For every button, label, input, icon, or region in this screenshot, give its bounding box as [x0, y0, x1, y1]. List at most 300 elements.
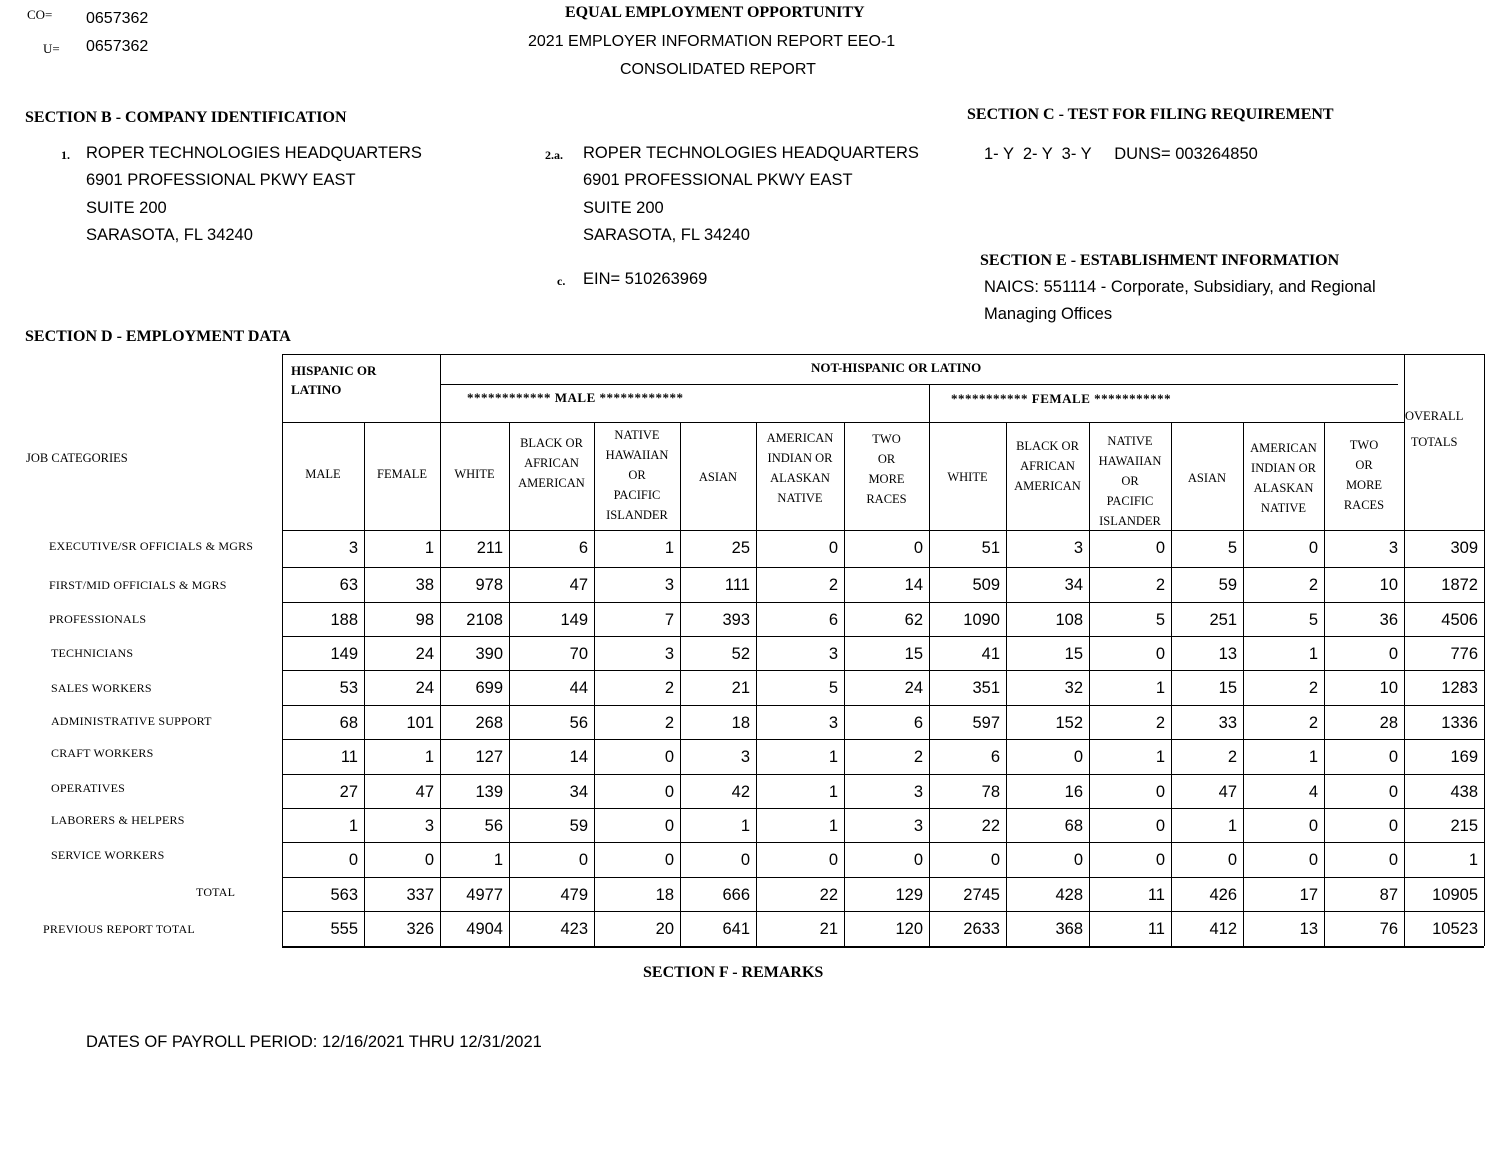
- table-cell: 2: [1155, 576, 1165, 594]
- table-cell: 3: [424, 817, 434, 835]
- table-cell: 1: [1155, 748, 1165, 766]
- table-cell: 44: [569, 679, 588, 697]
- table-cell: 53: [339, 679, 358, 697]
- column-header-line: ALASKAN: [770, 471, 830, 485]
- table-cell: 2: [1308, 576, 1318, 594]
- table-cell: 0: [1073, 851, 1083, 869]
- table-cell: 6: [828, 611, 838, 629]
- table-cell: 27: [339, 783, 358, 801]
- item-1-label: 1.: [61, 148, 70, 162]
- table-cell: 3: [1073, 539, 1083, 557]
- table-cell: 509: [972, 576, 1000, 594]
- table-cell: 2: [664, 714, 674, 732]
- job-categories-label: JOB CATEGORIES: [26, 451, 128, 465]
- table-cell: 169: [1450, 748, 1478, 766]
- table-cell: 0: [740, 851, 750, 869]
- table-cell: 36: [1379, 611, 1398, 629]
- table-cell: 5: [1308, 611, 1318, 629]
- table-cell: 0: [664, 817, 674, 835]
- u-label: U=: [43, 41, 60, 56]
- table-cell: 47: [569, 576, 588, 594]
- table-cell: 0: [913, 539, 923, 557]
- column-header: [1243, 438, 1324, 518]
- table-cell: 38: [415, 576, 434, 594]
- table-cell: 438: [1450, 783, 1478, 801]
- job-category-label: FIRST/MID OFFICIALS & MGRS: [49, 578, 227, 592]
- table-cell: 5: [1155, 611, 1165, 629]
- table-cell: 0: [348, 851, 358, 869]
- table-cell: 0: [990, 851, 1000, 869]
- table-cell: 24: [415, 679, 434, 697]
- column-header-line: RACES: [1343, 498, 1385, 512]
- row-border: [282, 877, 1484, 878]
- table-cell: 0: [1227, 851, 1237, 869]
- row-border: [282, 739, 1484, 740]
- table-cell: 34: [1064, 576, 1083, 594]
- table-cell: 4: [1308, 783, 1318, 801]
- table-cell: 4506: [1441, 611, 1478, 629]
- table-cell: 10905: [1432, 886, 1478, 904]
- table-cell: 51: [981, 539, 1000, 557]
- table-cell: 0: [828, 539, 838, 557]
- table-cell: 776: [1450, 645, 1478, 663]
- table-cell: 16: [1064, 783, 1083, 801]
- report-title-1: EQUAL EMPLOYMENT OPPORTUNITY: [565, 4, 865, 21]
- table-cell: 428: [1055, 886, 1083, 904]
- overall-header-line: OVERALL: [1405, 409, 1464, 423]
- table-cell: 21: [731, 679, 750, 697]
- table-cell: 22: [981, 817, 1000, 835]
- column-header-line: MORE: [868, 472, 905, 486]
- table-cell: 24: [415, 645, 434, 663]
- row-border: [282, 567, 1484, 568]
- table-cell: 2633: [963, 920, 1000, 938]
- table-cell: 1: [1155, 679, 1165, 697]
- table-cell: 68: [1064, 817, 1083, 835]
- ein-value: EIN= 510263969: [583, 270, 708, 288]
- table-cell: 20: [655, 920, 674, 938]
- job-category-label: LABORERS & HELPERS: [51, 813, 185, 827]
- column-header-line: INDIAN OR: [767, 451, 833, 465]
- table-cell: 1872: [1441, 576, 1478, 594]
- table-cell: 1: [424, 748, 434, 766]
- co-value: 0657362: [86, 10, 149, 27]
- address-2a-line: ROPER TECHNOLOGIES HEADQUARTERS: [583, 144, 919, 162]
- address-1-line: ROPER TECHNOLOGIES HEADQUARTERS: [86, 144, 422, 162]
- table-cell: 1: [740, 817, 750, 835]
- table-cell: 10: [1379, 576, 1398, 594]
- header-divider: [282, 422, 1404, 423]
- payroll-period: DATES OF PAYROLL PERIOD: 12/16/2021 THRU 12/31/2021: [86, 1033, 542, 1051]
- table-cell: 268: [475, 714, 503, 732]
- table-cell: 3: [828, 645, 838, 663]
- column-header-line: RACES: [866, 492, 907, 506]
- female-header: *********** FEMALE ***********: [951, 391, 1172, 406]
- filing-requirement-value: 1- Y 2- Y 3- Y DUNS= 003264850: [984, 145, 1258, 163]
- table-cell: 149: [330, 645, 358, 663]
- table-cell: 56: [484, 817, 503, 835]
- table-cell: 0: [1155, 817, 1165, 835]
- table-cell: 412: [1209, 920, 1237, 938]
- table-cell: 76: [1379, 920, 1398, 938]
- table-cell: 215: [1450, 817, 1478, 835]
- row-border: [282, 670, 1484, 671]
- column-header: [1006, 436, 1089, 496]
- table-cell: 309: [1450, 539, 1478, 557]
- table-cell: 1336: [1441, 714, 1478, 732]
- table-cell: 10523: [1432, 920, 1478, 938]
- table-cell: 0: [1388, 645, 1398, 663]
- table-cell: 101: [406, 714, 434, 732]
- column-header-line: AMERICAN: [518, 476, 585, 490]
- table-cell: 0: [664, 851, 674, 869]
- row-border: [282, 705, 1484, 706]
- section-f-title: SECTION F - REMARKS: [643, 964, 824, 981]
- table-cell: 0: [578, 851, 588, 869]
- column-header-line: AFRICAN: [524, 456, 579, 470]
- table-top-border: [282, 354, 1484, 355]
- table-cell: 0: [1308, 851, 1318, 869]
- column-header-line: INDIAN OR: [1251, 461, 1316, 475]
- table-cell: 337: [406, 886, 434, 904]
- table-cell: 111: [724, 576, 750, 594]
- table-cell: 641: [722, 920, 750, 938]
- table-cell: 33: [1218, 714, 1237, 732]
- table-cell: 4904: [466, 920, 503, 938]
- overall-totals-header: [1405, 403, 1463, 455]
- column-header: [1171, 468, 1243, 488]
- section-b-title: SECTION B - COMPANY IDENTIFICATION: [25, 109, 347, 126]
- table-cell: 368: [1055, 920, 1083, 938]
- table-cell: 1: [1308, 748, 1318, 766]
- table-cell: 426: [1209, 886, 1237, 904]
- table-cell: 211: [476, 539, 503, 557]
- company-address-1: [86, 140, 422, 249]
- company-address-2a: [583, 140, 919, 249]
- column-header-line: NATIVE: [1260, 501, 1307, 515]
- column-header-line: WHITE: [454, 467, 495, 481]
- job-category-label: TOTAL: [196, 885, 236, 899]
- column-header: [929, 467, 1006, 487]
- table-cell: 0: [1155, 851, 1165, 869]
- table-cell: 0: [424, 851, 434, 869]
- table-cell: 24: [904, 679, 923, 697]
- column-header: [282, 464, 364, 484]
- column-header-line: OR: [628, 468, 646, 482]
- table-cell: 68: [339, 714, 358, 732]
- table-cell: 6: [913, 714, 923, 732]
- naics-line-2: Managing Offices: [984, 305, 1113, 323]
- table-cell: 62: [904, 611, 923, 629]
- table-cell: 42: [731, 783, 750, 801]
- table-cell: 2: [1227, 748, 1237, 766]
- table-cell: 17: [1299, 886, 1318, 904]
- job-category-label: SALES WORKERS: [51, 681, 152, 695]
- table-cell: 1: [493, 851, 503, 869]
- table-cell: 59: [569, 817, 588, 835]
- table-cell: 4977: [466, 886, 503, 904]
- table-cell: 3: [664, 576, 674, 594]
- table-cell: 563: [330, 886, 358, 904]
- table-cell: 3: [664, 645, 674, 663]
- row-border: [282, 911, 1484, 912]
- column-header-line: PACIFIC: [613, 488, 661, 502]
- table-cell: 699: [475, 679, 503, 697]
- table-cell: 666: [722, 886, 750, 904]
- address-2a-line: SUITE 200: [583, 198, 664, 217]
- job-category-label: PROFESSIONALS: [49, 612, 147, 626]
- table-cell: 0: [664, 783, 674, 801]
- naics-line-1: NAICS: 551114 - Corporate, Subsidiary, and Regional: [984, 278, 1376, 296]
- section-e-title: SECTION E - ESTABLISHMENT INFORMATION: [980, 252, 1340, 269]
- table-cell: 0: [1073, 748, 1083, 766]
- table-cell: 0: [1155, 645, 1165, 663]
- table-cell: 15: [1218, 679, 1237, 697]
- table-cell: 15: [1064, 645, 1083, 663]
- column-header-line: ASIAN: [1187, 471, 1227, 485]
- table-cell: 351: [972, 679, 1000, 697]
- co-label: CO=: [27, 7, 53, 22]
- table-cell: 1: [1468, 851, 1478, 869]
- table-cell: 0: [664, 748, 674, 766]
- not-hispanic-divider: [440, 384, 1398, 385]
- table-cell: 5: [1227, 539, 1237, 557]
- column-header-line: WHITE: [947, 470, 988, 484]
- table-cell: 1: [828, 748, 838, 766]
- column-header-line: ISLANDER: [1099, 514, 1161, 528]
- column-header-line: NATIVE: [777, 491, 823, 505]
- column-header: [1089, 431, 1171, 531]
- column-header-line: TWO: [872, 432, 901, 446]
- table-cell: 0: [1388, 851, 1398, 869]
- table-cell: 423: [560, 920, 588, 938]
- column-header-line: MORE: [1345, 478, 1383, 492]
- table-cell: 47: [415, 783, 434, 801]
- hispanic-header: [291, 361, 376, 399]
- table-cell: 978: [475, 576, 503, 594]
- table-cell: 22: [819, 886, 838, 904]
- table-cell: 6: [990, 748, 1000, 766]
- table-cell: 21: [819, 920, 838, 938]
- report-title-3: CONSOLIDATED REPORT: [620, 61, 816, 78]
- table-cell: 1090: [963, 611, 1000, 629]
- table-cell: 0: [1155, 783, 1165, 801]
- table-cell: 11: [340, 748, 358, 766]
- table-cell: 13: [1299, 920, 1318, 938]
- table-cell: 555: [330, 920, 358, 938]
- column-header: [844, 429, 929, 509]
- column-header-line: TWO: [1349, 438, 1379, 452]
- section-d-title: SECTION D - EMPLOYMENT DATA: [25, 328, 291, 345]
- job-category-label: CRAFT WORKERS: [51, 746, 154, 760]
- hispanic-header-line: LATINO: [291, 382, 342, 397]
- column-border: [1484, 354, 1485, 946]
- table-cell: 11: [1147, 886, 1165, 904]
- column-header-line: ASIAN: [698, 470, 738, 484]
- table-cell: 13: [1218, 645, 1237, 663]
- table-cell: 7: [664, 611, 674, 629]
- table-cell: 129: [895, 886, 923, 904]
- job-category-label: SERVICE WORKERS: [51, 848, 165, 862]
- table-cell: 98: [415, 611, 434, 629]
- table-cell: 108: [1055, 611, 1083, 629]
- column-header-line: HAWAIIAN: [1098, 454, 1162, 468]
- job-category-label: ADMINISTRATIVE SUPPORT: [51, 714, 212, 728]
- table-cell: 18: [655, 886, 674, 904]
- column-header: [364, 464, 440, 484]
- column-header: [594, 425, 680, 525]
- table-cell: 3: [740, 748, 750, 766]
- table-cell: 390: [475, 645, 503, 663]
- table-cell: 0: [1388, 817, 1398, 835]
- item-2a-label: 2.a.: [545, 148, 563, 162]
- column-header-line: OR: [1121, 474, 1139, 488]
- job-category-label: PREVIOUS REPORT TOTAL: [43, 922, 195, 936]
- table-cell: 1: [664, 539, 674, 557]
- table-cell: 2: [1308, 714, 1318, 732]
- column-header-line: AFRICAN: [1020, 459, 1075, 473]
- column-header-line: HAWAIIAN: [605, 448, 669, 462]
- table-cell: 479: [560, 886, 588, 904]
- column-header: [680, 467, 756, 487]
- table-cell: 1: [828, 783, 838, 801]
- not-hispanic-header: NOT-HISPANIC OR LATINO: [811, 360, 982, 375]
- column-header: [509, 433, 594, 493]
- table-cell: 47: [1218, 783, 1237, 801]
- table-cell: 0: [913, 851, 923, 869]
- table-cell: 1: [1308, 645, 1318, 663]
- table-cell: 2108: [466, 611, 503, 629]
- table-cell: 0: [1155, 539, 1165, 557]
- row-border: [282, 808, 1484, 809]
- section-c-title: SECTION C - TEST FOR FILING REQUIREMENT: [967, 106, 1334, 123]
- table-cell: 3: [913, 783, 923, 801]
- table-cell: 11: [1147, 920, 1165, 938]
- table-cell: 6: [578, 539, 588, 557]
- address-1-line: 6901 PROFESSIONAL PKWY EAST: [86, 171, 356, 190]
- row-border: [282, 530, 1484, 531]
- table-cell: 139: [475, 783, 503, 801]
- table-cell: 0: [1308, 539, 1318, 557]
- table-cell: 14: [569, 748, 588, 766]
- table-cell: 63: [339, 576, 358, 594]
- table-cell: 18: [731, 714, 750, 732]
- table-cell: 56: [569, 714, 588, 732]
- column-header-line: AMERICAN: [766, 431, 834, 445]
- row-border: [282, 774, 1484, 775]
- report-title-2: 2021 EMPLOYER INFORMATION REPORT EEO-1: [528, 33, 896, 50]
- table-cell: 326: [406, 920, 434, 938]
- table-cell: 78: [981, 783, 1000, 801]
- table-cell: 3: [828, 714, 838, 732]
- column-header-line: ISLANDER: [606, 508, 668, 522]
- row-border: [282, 842, 1484, 843]
- table-cell: 34: [569, 783, 588, 801]
- table-cell: 3: [913, 817, 923, 835]
- table-cell: 1: [1227, 817, 1237, 835]
- address-2a-line: SARASOTA, FL 34240: [583, 225, 750, 244]
- column-header-line: FEMALE: [377, 467, 427, 481]
- column-header-line: BLACK OR: [1016, 439, 1079, 453]
- address-1-line: SARASOTA, FL 34240: [86, 225, 253, 244]
- row-border: [282, 636, 1484, 637]
- address-2a-line: 6901 PROFESSIONAL PKWY EAST: [583, 171, 853, 190]
- column-header-line: BLACK OR: [520, 436, 583, 450]
- table-cell: 41: [981, 645, 1000, 663]
- table-cell: 393: [722, 611, 750, 629]
- overall-header-line: TOTALS: [1410, 435, 1458, 449]
- row-border: [282, 946, 1484, 948]
- table-cell: 597: [972, 714, 1000, 732]
- column-header-line: ALASKAN: [1253, 481, 1314, 495]
- column-header-line: PACIFIC: [1106, 494, 1154, 508]
- table-cell: 3: [1388, 539, 1398, 557]
- table-cell: 5: [828, 679, 838, 697]
- u-value: 0657362: [86, 38, 149, 55]
- row-border: [282, 602, 1484, 603]
- column-header-line: NATIVE: [1107, 434, 1153, 448]
- table-cell: 10: [1379, 679, 1398, 697]
- job-category-label: EXECUTIVE/SR OFFICIALS & MGRS: [49, 539, 254, 553]
- table-cell: 32: [1064, 679, 1083, 697]
- table-cell: 0: [828, 851, 838, 869]
- table-cell: 0: [1388, 783, 1398, 801]
- table-cell: 120: [895, 920, 923, 938]
- table-cell: 14: [904, 576, 923, 594]
- table-cell: 149: [560, 611, 588, 629]
- column-header-line: AMERICAN: [1250, 441, 1317, 455]
- table-cell: 0: [1308, 817, 1318, 835]
- table-cell: 59: [1218, 576, 1237, 594]
- table-cell: 1: [828, 817, 838, 835]
- table-cell: 152: [1055, 714, 1083, 732]
- column-header: [1324, 435, 1404, 515]
- column-header-line: NATIVE: [614, 428, 660, 442]
- table-cell: 3: [348, 539, 358, 557]
- column-header: [756, 428, 844, 508]
- table-cell: 52: [731, 645, 750, 663]
- column-header: [440, 464, 509, 484]
- table-cell: 2: [664, 679, 674, 697]
- table-cell: 127: [475, 748, 503, 766]
- table-cell: 87: [1379, 886, 1398, 904]
- table-cell: 70: [569, 645, 588, 663]
- male-header: ************ MALE ************: [467, 390, 684, 405]
- column-header-line: OR: [877, 452, 896, 466]
- table-cell: 25: [731, 539, 750, 557]
- table-cell: 2745: [963, 886, 1000, 904]
- column-header-line: MALE: [305, 467, 341, 481]
- job-category-label: TECHNICIANS: [51, 646, 134, 660]
- table-cell: 0: [1388, 748, 1398, 766]
- address-1-line: SUITE 200: [86, 198, 167, 217]
- table-cell: 1283: [1441, 679, 1478, 697]
- table-cell: 2: [913, 748, 923, 766]
- table-cell: 2: [1155, 714, 1165, 732]
- column-header-line: OR: [1355, 458, 1373, 472]
- table-cell: 188: [330, 611, 358, 629]
- table-cell: 1: [424, 539, 434, 557]
- table-cell: 28: [1379, 714, 1398, 732]
- table-cell: 2: [828, 576, 838, 594]
- table-cell: 15: [904, 645, 923, 663]
- table-cell: 2: [1308, 679, 1318, 697]
- table-cell: 251: [1209, 611, 1237, 629]
- table-cell: 1: [348, 817, 358, 835]
- job-category-label: OPERATIVES: [51, 781, 126, 795]
- item-c-label: c.: [557, 274, 566, 288]
- hispanic-header-line: HISPANIC OR: [291, 363, 377, 378]
